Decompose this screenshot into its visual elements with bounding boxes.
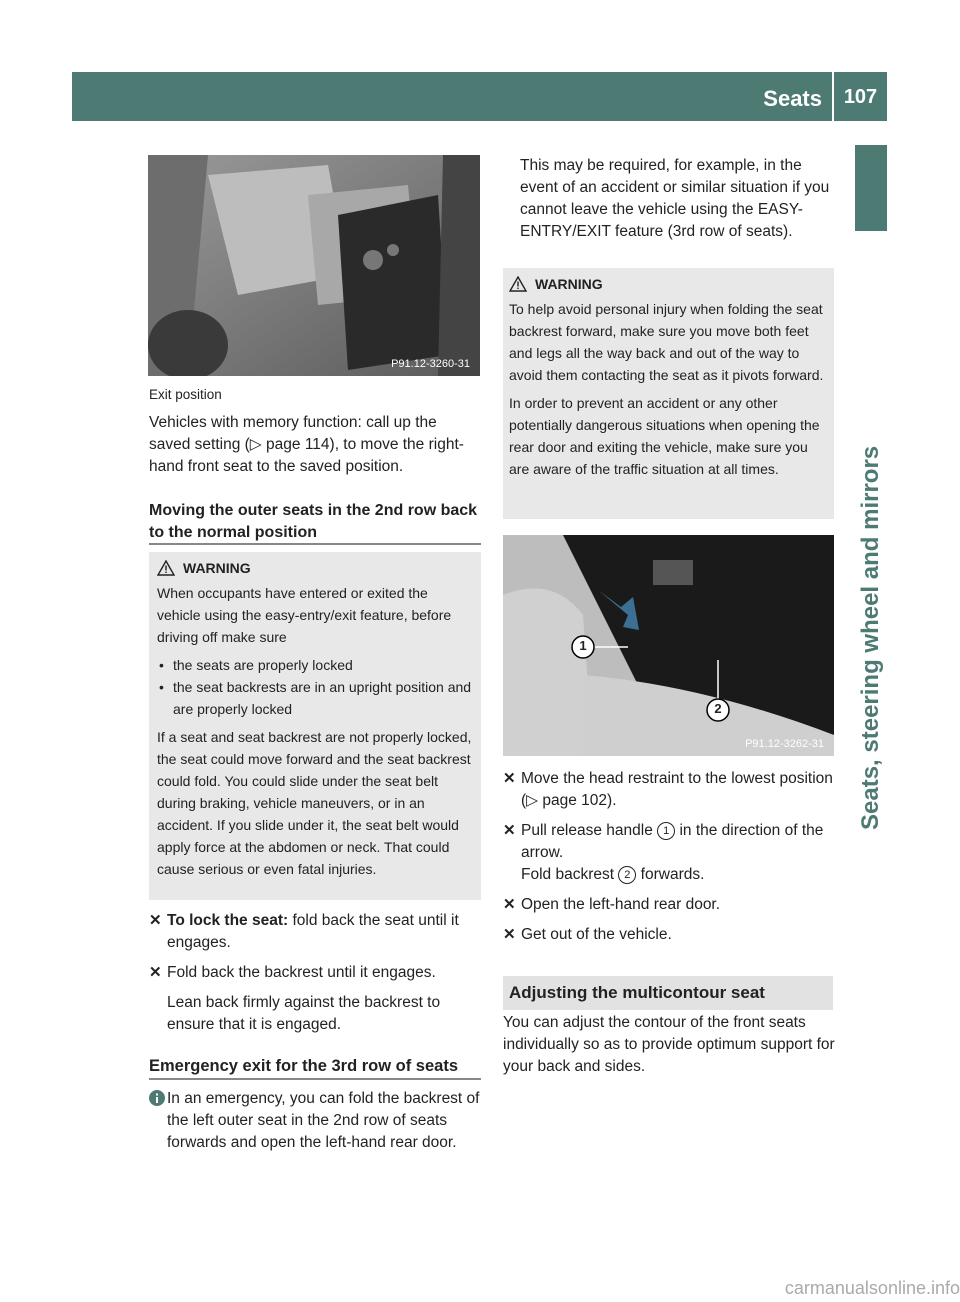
step-text: fold back the seat until it engages.: [167, 912, 459, 951]
memory-function-text: Vehicles with memory function: call up the saved setting (▷ page 114), to move the right-hand front seat to the saved position.: [149, 414, 464, 475]
lock-steps: [149, 910, 481, 1036]
step-item: [149, 962, 481, 984]
step-item: [149, 910, 481, 954]
side-tab-marker: [855, 145, 887, 231]
step-item: [503, 820, 833, 886]
callout-2: 2: [714, 701, 722, 716]
section-heading-normal-position: Moving the outer seats in the 2nd row back to the normal position: [149, 502, 478, 541]
intro-text: This may be required, for example, in the event of an accident or similar situation if you cannot leave the vehicle using the EASY-ENTRY/EXIT feature (3rd row of seats).: [520, 157, 830, 240]
section-heading-multicontour: Adjusting the multicontour seat: [503, 976, 833, 1010]
release-handle-photo: [503, 535, 834, 756]
header-divider: [832, 72, 834, 121]
section-rule: [149, 1078, 481, 1080]
warning-box: [503, 268, 834, 519]
warning-triangle-icon: [157, 560, 175, 576]
step-item: [503, 768, 833, 812]
step-text: Fold back the backrest until it engages.: [167, 964, 436, 981]
warning-bullet: • the seats are properly locked: [171, 654, 473, 676]
warning-body: If a seat and seat backrest are not properly locked, the seat could move forward and the seat backrest could fold. You could slide under the seat belt during braking, vehicle maneuvers, or in an accident. If you slide under it, the seat belt would apply force at the abdomen or neck. That could cause serious or even fatal injuries.: [157, 729, 472, 877]
warning-label: WARNING: [183, 560, 251, 576]
warning-para: To help avoid personal injury when folding the seat backrest forward, make sure you move both feet and legs all the way back and out of the way to avoid them contacting the seat as it pivots forward.: [509, 301, 824, 383]
step-text: Open the left-hand rear door.: [521, 896, 721, 913]
photo-caption: Exit position: [149, 387, 222, 402]
warning-triangle-icon: [509, 276, 527, 292]
multicontour-text: You can adjust the contour of the front seats individually so as to provide optimum support for your back and sides.: [503, 1014, 835, 1075]
callout-ref-2: 2: [618, 866, 636, 884]
step-item: [503, 894, 833, 916]
car-interior-illustration: [148, 155, 480, 376]
step-marker-icon: ✕: [149, 912, 162, 929]
step-note: Lean back firmly against the backrest to ensure that it is engaged.: [167, 994, 441, 1033]
step-text: forwards.: [636, 866, 705, 883]
step-text: Fold backrest: [521, 866, 619, 883]
warning-label: WARNING: [535, 276, 603, 292]
step-marker-icon: ✕: [149, 964, 162, 981]
info-text: In an emergency, you can fold the backrest of the left outer seat in the 2nd row of seats forwards and open the left-hand rear door.: [167, 1090, 480, 1151]
section-heading-emergency-exit: Emergency exit for the 3rd row of seats: [149, 1057, 459, 1075]
section-rule: [149, 543, 481, 545]
warning-intro: When occupants have entered or exited the vehicle using the easy-entry/exit feature, before driving off make sure: [157, 585, 452, 645]
footer-watermark: carmanualsonline.info: [784, 1278, 960, 1298]
seat-release-illustration: [503, 535, 834, 756]
step-text: Pull release handle: [521, 822, 658, 839]
step-marker-icon: ✕: [503, 770, 516, 787]
warning-box: [149, 552, 481, 900]
side-label: Seats, steering wheel and mirrors: [857, 445, 884, 830]
warning-bullets: [157, 654, 473, 720]
warning-header: [157, 560, 473, 576]
step-marker-icon: ✕: [503, 822, 516, 839]
step-text: in the direction of the arrow.: [521, 822, 824, 861]
exit-steps: [503, 768, 833, 954]
page-number: 107: [843, 86, 878, 108]
callout-ref-1: 1: [657, 822, 675, 840]
step-text: Move the head restraint to the lowest position (▷ page 102).: [521, 770, 833, 809]
step-marker-icon: ✕: [503, 926, 516, 943]
callout-1: 1: [579, 638, 587, 653]
info-icon: [149, 1090, 165, 1113]
warning-para: In order to prevent an accident or any other potentially dangerous situations when opening the rear door and exiting the vehicle, make sure you are aware of the traffic situation at all times.: [509, 395, 820, 477]
photo-code: P91.12-3260-31: [391, 358, 470, 370]
warning-header: [509, 276, 828, 292]
page-title: Seats: [763, 86, 822, 111]
step-bold-label: To lock the seat:: [167, 912, 289, 929]
warning-bullet: • the seat backrests are in an upright position and are properly locked: [171, 676, 473, 720]
info-note: [149, 1088, 481, 1154]
step-marker-icon: ✕: [503, 896, 516, 913]
step-item: [503, 924, 833, 946]
step-text: Get out of the vehicle.: [521, 926, 672, 943]
exit-position-photo: [148, 155, 480, 376]
photo-code: P91.12-3262-31: [745, 738, 824, 750]
